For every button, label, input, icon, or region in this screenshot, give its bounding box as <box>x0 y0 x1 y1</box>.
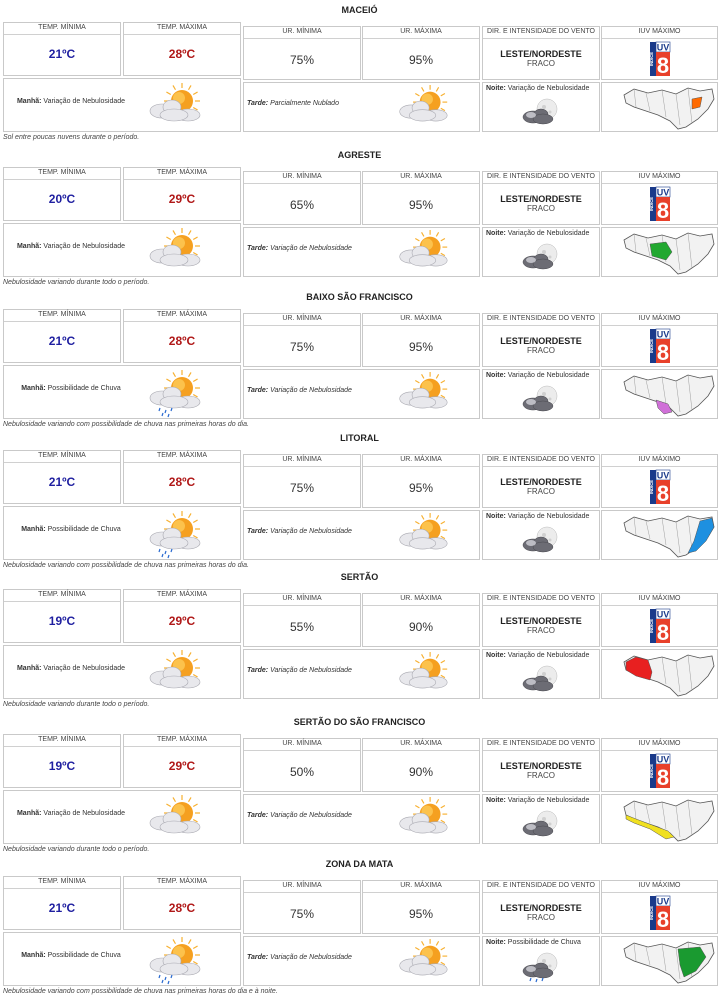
temp-min-value: 21ºC <box>48 334 76 348</box>
sun-cloud-icon <box>394 230 455 274</box>
wind-intensity: FRACO <box>527 913 555 922</box>
morning-cell <box>3 365 241 419</box>
temp-max-value: 29ºC <box>168 759 196 773</box>
uv-header: IUV MÁXIMO <box>602 881 717 893</box>
morning-cell <box>3 645 241 699</box>
temp-max-header: TEMP. MÁXIMA <box>124 451 240 463</box>
temp-min-header: TEMP. MÍNIMA <box>4 590 120 602</box>
wind-intensity: FRACO <box>527 771 555 780</box>
sun-cloud-rain-icon <box>144 511 208 557</box>
svg-text:UV: UV <box>656 609 670 620</box>
region-forecast-5 <box>0 712 719 855</box>
temp-min-value: 21ºC <box>48 47 76 61</box>
night-text: Noite: Variação de Nebulosidade <box>486 797 590 804</box>
night-cell <box>482 649 600 699</box>
map-cell <box>601 227 718 277</box>
svg-text:8: 8 <box>656 907 670 932</box>
uv-cell <box>601 454 718 508</box>
afternoon-cell <box>243 227 480 277</box>
temp-max-header: TEMP. MÁXIMA <box>124 23 240 35</box>
uv-cell <box>601 593 718 647</box>
ur-min-cell <box>243 880 361 934</box>
ur-max-value: 90% <box>408 765 434 779</box>
night-text: Noite: Variação de Nebulosidade <box>486 652 590 659</box>
temp-min-cell <box>3 22 121 76</box>
ur-max-value: 95% <box>408 481 434 495</box>
morning-cell <box>3 506 241 560</box>
uv-index-icon <box>650 609 670 643</box>
uv-index-icon <box>650 470 670 504</box>
wind-header: DIR. E INTENSIDADE DO VENTO <box>483 314 599 326</box>
moon-cloud-icon <box>517 95 565 129</box>
temp-min-header: TEMP. MÍNIMA <box>4 735 120 747</box>
morning-text: Manhã: Variação de Nebulosidade <box>16 665 126 672</box>
night-text: Noite: Variação de Nebulosidade <box>486 85 590 92</box>
ur-max-value: 95% <box>408 340 434 354</box>
ur-max-cell <box>362 880 480 934</box>
svg-text:8: 8 <box>656 620 670 645</box>
night-cell <box>482 510 600 560</box>
morning-cell <box>3 78 241 132</box>
forecast-summary: Nebulosidade variando durante todo o período. <box>3 279 150 286</box>
temp-max-cell <box>123 450 241 504</box>
wind-intensity: FRACO <box>527 59 555 68</box>
map-cell <box>601 369 718 419</box>
temp-max-header: TEMP. MÁXIMA <box>124 168 240 180</box>
sun-cloud-icon <box>394 797 455 841</box>
wind-cell <box>482 738 600 792</box>
afternoon-cell <box>243 369 480 419</box>
temp-min-value: 21ºC <box>48 901 76 915</box>
ur-max-header: UR. MÁXIMA <box>363 739 479 751</box>
afternoon-text: Tarde: Variação de Nebulosidade <box>247 528 352 535</box>
forecast-summary: Nebulosidade variando com possibilidade de chuva nas primeiras horas do dia. <box>3 562 249 569</box>
forecast-summary: Nebulosidade variando durante todo o período. <box>3 701 150 708</box>
temp-max-cell <box>123 876 241 930</box>
ur-max-header: UR. MÁXIMA <box>363 881 479 893</box>
svg-text:INDICE: INDICE <box>649 618 654 634</box>
wind-cell <box>482 26 600 80</box>
wind-direction: LESTE/NORDESTE <box>500 49 582 59</box>
region-forecast-6 <box>0 854 719 997</box>
temp-min-cell <box>3 876 121 930</box>
morning-cell <box>3 932 241 986</box>
night-cell <box>482 369 600 419</box>
temp-min-cell <box>3 309 121 363</box>
uv-index-badge <box>650 42 670 76</box>
temp-min-header: TEMP. MÍNIMA <box>4 168 120 180</box>
uv-cell <box>601 738 718 792</box>
ur-max-cell <box>362 171 480 225</box>
svg-text:INDICE: INDICE <box>649 763 654 779</box>
morning-text: Manhã: Possibilidade de Chuva <box>21 385 121 392</box>
map-cell <box>601 510 718 560</box>
night-text: Noite: Possibilidade de Chuva <box>486 939 581 946</box>
uv-header: IUV MÁXIMO <box>602 172 717 184</box>
sun-cloud-rain-icon <box>144 370 208 416</box>
night-cell <box>482 82 600 132</box>
moon-cloud-icon <box>517 662 565 696</box>
afternoon-cell <box>243 794 480 844</box>
ur-min-header: UR. MÍNIMA <box>244 27 360 39</box>
night-text: Noite: Variação de Nebulosidade <box>486 513 590 520</box>
ur-min-header: UR. MÍNIMA <box>244 172 360 184</box>
svg-text:8: 8 <box>656 53 670 78</box>
uv-index-badge <box>650 187 670 221</box>
sun-cloud-icon <box>394 372 455 416</box>
ur-min-value: 65% <box>289 198 315 212</box>
svg-text:8: 8 <box>656 198 670 223</box>
temp-max-value: 28ºC <box>168 334 196 348</box>
uv-index-icon <box>650 896 670 930</box>
region-title: MACEIÓ <box>341 5 378 15</box>
morning-text: Manhã: Possibilidade de Chuva <box>21 952 121 959</box>
map-cell <box>601 649 718 699</box>
ur-min-header: UR. MÍNIMA <box>244 455 360 467</box>
afternoon-text: Tarde: Variação de Nebulosidade <box>247 667 352 674</box>
wind-header: DIR. E INTENSIDADE DO VENTO <box>483 27 599 39</box>
temp-min-value: 21ºC <box>48 475 76 489</box>
night-text: Noite: Variação de Nebulosidade <box>486 230 590 237</box>
uv-index-icon <box>650 754 670 788</box>
temp-min-header: TEMP. MÍNIMA <box>4 451 120 463</box>
temp-max-value: 28ºC <box>168 47 196 61</box>
ur-max-cell <box>362 738 480 792</box>
temp-min-cell <box>3 167 121 221</box>
svg-text:8: 8 <box>656 481 670 506</box>
afternoon-text: Tarde: Variação de Nebulosidade <box>247 387 352 394</box>
uv-header: IUV MÁXIMO <box>602 594 717 606</box>
wind-intensity: FRACO <box>527 487 555 496</box>
sun-cloud-icon <box>144 83 208 129</box>
ur-max-header: UR. MÁXIMA <box>363 455 479 467</box>
wind-intensity: FRACO <box>527 346 555 355</box>
temp-max-header: TEMP. MÁXIMA <box>124 877 240 889</box>
sun-cloud-icon <box>394 939 455 983</box>
afternoon-text: Tarde: Variação de Nebulosidade <box>247 245 352 252</box>
temp-max-header: TEMP. MÁXIMA <box>124 310 240 322</box>
uv-index-badge <box>650 896 670 930</box>
afternoon-text: Tarde: Parcialmente Nublado <box>247 100 339 107</box>
wind-cell <box>482 313 600 367</box>
region-title: SERTÃO DO SÃO FRANCISCO <box>293 717 426 727</box>
wind-header: DIR. E INTENSIDADE DO VENTO <box>483 881 599 893</box>
svg-text:INDICE: INDICE <box>649 905 654 921</box>
svg-text:8: 8 <box>656 340 670 365</box>
region-map <box>622 513 716 559</box>
wind-cell <box>482 454 600 508</box>
night-cell <box>482 936 600 986</box>
region-forecast-0 <box>0 0 719 143</box>
ur-min-header: UR. MÍNIMA <box>244 314 360 326</box>
morning-cell <box>3 223 241 277</box>
afternoon-cell <box>243 82 480 132</box>
uv-index-icon <box>650 187 670 221</box>
svg-text:UV: UV <box>656 42 670 53</box>
sun-cloud-icon <box>144 650 208 696</box>
ur-min-cell <box>243 593 361 647</box>
wind-cell <box>482 171 600 225</box>
moon-cloud-icon <box>517 240 565 274</box>
temp-max-cell <box>123 589 241 643</box>
ur-min-value: 75% <box>289 340 315 354</box>
ur-min-value: 55% <box>289 620 315 634</box>
sun-cloud-icon <box>144 795 208 841</box>
svg-text:8: 8 <box>656 765 670 790</box>
ur-max-value: 95% <box>408 198 434 212</box>
uv-index-icon <box>650 329 670 363</box>
temp-max-cell <box>123 734 241 788</box>
uv-index-badge <box>650 329 670 363</box>
svg-text:INDICE: INDICE <box>649 196 654 212</box>
afternoon-cell <box>243 649 480 699</box>
night-cell <box>482 227 600 277</box>
region-map <box>622 230 716 276</box>
region-map <box>622 939 716 985</box>
ur-min-cell <box>243 738 361 792</box>
afternoon-cell <box>243 936 480 986</box>
uv-index-icon <box>650 42 670 76</box>
moon-cloud-icon <box>517 523 565 557</box>
region-map <box>622 652 716 698</box>
uv-header: IUV MÁXIMO <box>602 455 717 467</box>
sun-cloud-rain-icon <box>144 937 208 983</box>
uv-index-badge <box>650 754 670 788</box>
svg-text:UV: UV <box>656 187 670 198</box>
forecast-summary: Nebulosidade variando com possibilidade de chuva nas primeiras horas do dia. <box>3 421 249 428</box>
wind-header: DIR. E INTENSIDADE DO VENTO <box>483 172 599 184</box>
ur-max-cell <box>362 26 480 80</box>
uv-header: IUV MÁXIMO <box>602 314 717 326</box>
region-title: SERTÃO <box>340 572 379 582</box>
morning-cell <box>3 790 241 844</box>
wind-direction: LESTE/NORDESTE <box>500 477 582 487</box>
wind-direction: LESTE/NORDESTE <box>500 616 582 626</box>
uv-index-badge <box>650 470 670 504</box>
ur-min-value: 75% <box>289 907 315 921</box>
map-cell <box>601 82 718 132</box>
moon-cloud-icon <box>517 382 565 416</box>
wind-direction: LESTE/NORDESTE <box>500 336 582 346</box>
region-map <box>622 797 716 843</box>
moon-cloud-rain-icon <box>517 949 565 983</box>
sun-cloud-icon <box>144 228 208 274</box>
ur-max-header: UR. MÁXIMA <box>363 594 479 606</box>
uv-header: IUV MÁXIMO <box>602 739 717 751</box>
ur-max-cell <box>362 454 480 508</box>
uv-cell <box>601 26 718 80</box>
forecast-summary: Nebulosidade variando durante todo o período. <box>3 846 150 853</box>
uv-cell <box>601 171 718 225</box>
temp-max-value: 29ºC <box>168 614 196 628</box>
ur-min-value: 75% <box>289 481 315 495</box>
morning-text: Manhã: Variação de Nebulosidade <box>16 98 126 105</box>
temp-min-value: 20ºC <box>48 192 76 206</box>
svg-text:INDICE: INDICE <box>649 338 654 354</box>
forecast-summary: Nebulosidade variando com possibilidade de chuva nas primeiras horas do dia e à noite. <box>3 988 278 995</box>
wind-direction: LESTE/NORDESTE <box>500 903 582 913</box>
temp-min-header: TEMP. MÍNIMA <box>4 877 120 889</box>
wind-header: DIR. E INTENSIDADE DO VENTO <box>483 455 599 467</box>
temp-min-cell <box>3 450 121 504</box>
wind-cell <box>482 593 600 647</box>
temp-min-header: TEMP. MÍNIMA <box>4 23 120 35</box>
region-forecast-3 <box>0 428 719 571</box>
forecast-summary: Sol entre poucas nuvens durante o período. <box>3 134 140 141</box>
temp-min-cell <box>3 589 121 643</box>
temp-max-cell <box>123 22 241 76</box>
uv-index-badge <box>650 609 670 643</box>
wind-intensity: FRACO <box>527 626 555 635</box>
temp-max-header: TEMP. MÁXIMA <box>124 735 240 747</box>
ur-min-header: UR. MÍNIMA <box>244 739 360 751</box>
temp-min-header: TEMP. MÍNIMA <box>4 310 120 322</box>
wind-header: DIR. E INTENSIDADE DO VENTO <box>483 739 599 751</box>
region-title: BAIXO SÃO FRANCISCO <box>306 292 413 302</box>
morning-text: Manhã: Possibilidade de Chuva <box>21 526 121 533</box>
temp-max-cell <box>123 309 241 363</box>
ur-min-header: UR. MÍNIMA <box>244 881 360 893</box>
temp-max-value: 29ºC <box>168 192 196 206</box>
temp-max-value: 28ºC <box>168 475 196 489</box>
region-title: ZONA DA MATA <box>325 859 394 869</box>
uv-header: IUV MÁXIMO <box>602 27 717 39</box>
svg-text:UV: UV <box>656 329 670 340</box>
temp-min-cell <box>3 734 121 788</box>
sun-cloud-icon <box>394 85 455 129</box>
ur-max-header: UR. MÁXIMA <box>363 172 479 184</box>
afternoon-text: Tarde: Variação de Nebulosidade <box>247 812 352 819</box>
wind-direction: LESTE/NORDESTE <box>500 194 582 204</box>
svg-text:UV: UV <box>656 754 670 765</box>
temp-min-value: 19ºC <box>48 614 76 628</box>
ur-max-value: 90% <box>408 620 434 634</box>
ur-max-cell <box>362 313 480 367</box>
ur-min-value: 75% <box>289 53 315 67</box>
morning-text: Manhã: Variação de Nebulosidade <box>16 810 126 817</box>
ur-max-value: 95% <box>408 53 434 67</box>
afternoon-text: Tarde: Variação de Nebulosidade <box>247 954 352 961</box>
region-forecast-1 <box>0 145 719 288</box>
ur-min-cell <box>243 454 361 508</box>
ur-min-cell <box>243 313 361 367</box>
afternoon-cell <box>243 510 480 560</box>
temp-min-value: 19ºC <box>48 759 76 773</box>
temp-max-value: 28ºC <box>168 901 196 915</box>
moon-cloud-icon <box>517 807 565 841</box>
sun-cloud-icon <box>394 513 455 557</box>
region-forecast-4 <box>0 567 719 710</box>
region-map <box>622 372 716 418</box>
wind-intensity: FRACO <box>527 204 555 213</box>
map-cell <box>601 936 718 986</box>
map-cell <box>601 794 718 844</box>
night-cell <box>482 794 600 844</box>
sun-cloud-icon <box>394 652 455 696</box>
ur-max-header: UR. MÁXIMA <box>363 314 479 326</box>
wind-cell <box>482 880 600 934</box>
ur-min-cell <box>243 171 361 225</box>
morning-text: Manhã: Variação de Nebulosidade <box>16 243 126 250</box>
region-title: AGRESTE <box>337 150 382 160</box>
ur-min-cell <box>243 26 361 80</box>
wind-direction: LESTE/NORDESTE <box>500 761 582 771</box>
uv-cell <box>601 313 718 367</box>
ur-min-header: UR. MÍNIMA <box>244 594 360 606</box>
region-forecast-2 <box>0 287 719 430</box>
svg-text:UV: UV <box>656 896 670 907</box>
svg-text:INDICE: INDICE <box>649 51 654 67</box>
region-map <box>622 85 716 131</box>
svg-text:UV: UV <box>656 470 670 481</box>
temp-max-header: TEMP. MÁXIMA <box>124 590 240 602</box>
temp-max-cell <box>123 167 241 221</box>
night-text: Noite: Variação de Nebulosidade <box>486 372 590 379</box>
ur-max-cell <box>362 593 480 647</box>
ur-max-header: UR. MÁXIMA <box>363 27 479 39</box>
uv-cell <box>601 880 718 934</box>
svg-text:INDICE: INDICE <box>649 479 654 495</box>
wind-header: DIR. E INTENSIDADE DO VENTO <box>483 594 599 606</box>
region-title: LITORAL <box>340 433 379 443</box>
ur-max-value: 95% <box>408 907 434 921</box>
ur-min-value: 50% <box>289 765 315 779</box>
